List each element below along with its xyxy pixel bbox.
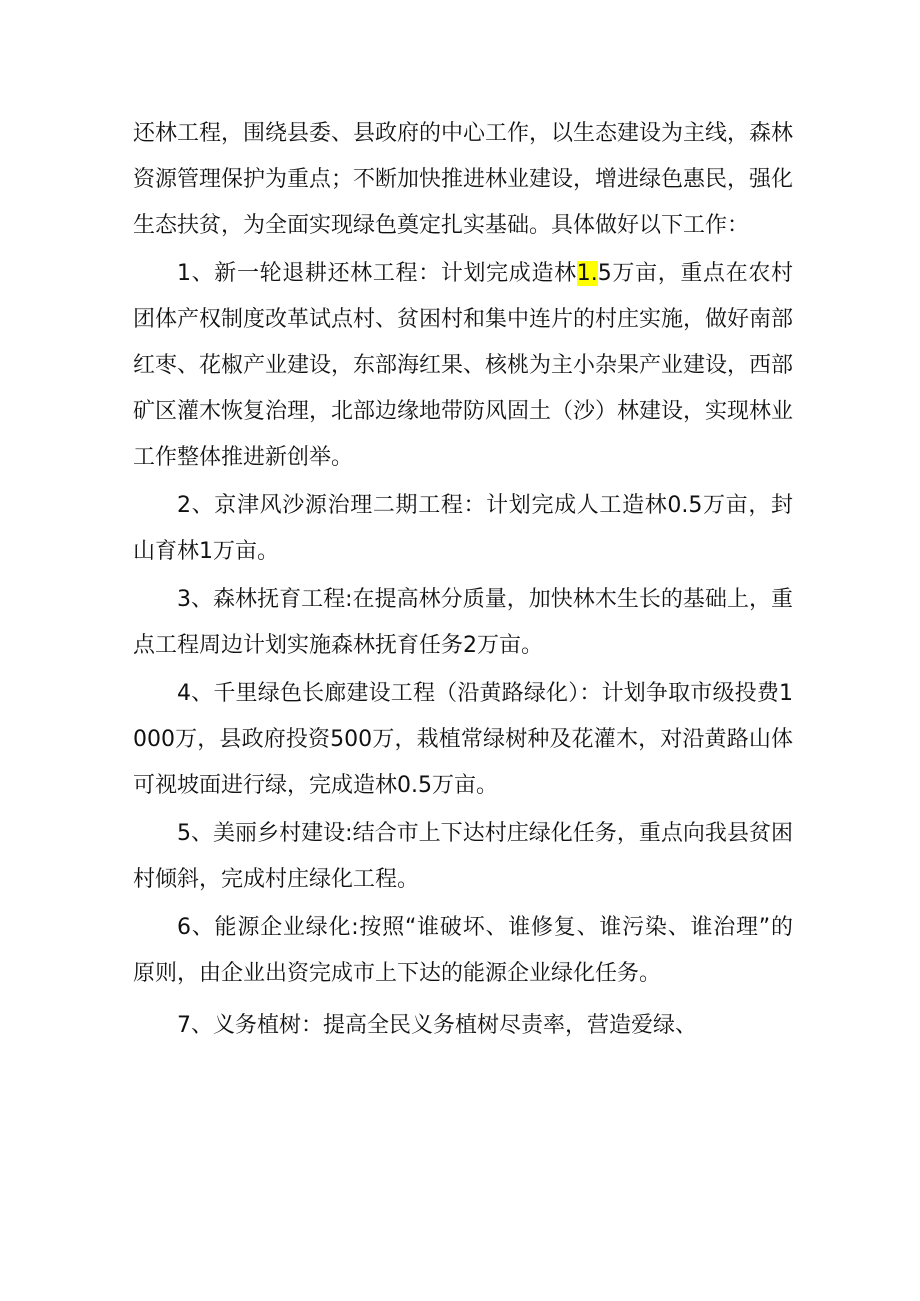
item-1-text-after: 5万亩，重点在农村团体产权制度改革试点村、贫困村和集中连片的村庄实施，做好南部红枣、花椒产业建设，东部海红果、核桃为主小杂果产业建设，西部矿区灌木恢复治理，北部边缘地带防风固土（沙）林建设，实现林业工作整体推进新创举。: [133, 261, 794, 470]
document-body: [133, 111, 793, 1049]
paragraph-item-5: 5、美丽乡村建设:结合市上下达村庄绿化任务，重点向我县贫困村倾斜，完成村庄绿化工程。: [133, 821, 793, 892]
paragraph-intro: 还林工程，围绕县委、县政府的中心工作，以生态建设为主线，森林资源管理保护为重点；不断加快推进林业建设，增进绿色惠民，强化生态扶贫，为全面实现绿色奠定扎实基础。具体做好以下工作：: [133, 121, 794, 238]
paragraph-item-1: [133, 251, 793, 481]
paragraph-item-6: 6、能源企业绿化:按照“谁破坏、谁修复、谁污染、谁治理”的原则，由企业出资完成市上下达的能源企业绿化任务。: [133, 915, 793, 986]
paragraph-item-3: 3、森林抚育工程:在提高林分质量，加快林木生长的基础上，重点工程周边计划实施森林抚育任务2万亩。: [133, 587, 793, 658]
item-1-text-before: 1、新一轮退耕还林工程：计划完成造林: [177, 261, 577, 286]
paragraph-item-2: 2、京津风沙源治理二期工程：计划完成人工造林0.5万亩，封山育林1万亩。: [133, 493, 793, 564]
highlighted-number: 1.: [576, 261, 598, 286]
paragraph-item-4: 4、千里绿色长廊建设工程（沿黄路绿化）：计划争取市级投费1000万，县政府投资500万，栽植常绿树种及花灌木，对沿黄路山体可视坡面进行绿，完成造林0.5万亩。: [133, 681, 793, 798]
paragraph-item-7: 7、义务植树：提高全民义务植树尽责率，营造爱绿、: [177, 1013, 697, 1038]
